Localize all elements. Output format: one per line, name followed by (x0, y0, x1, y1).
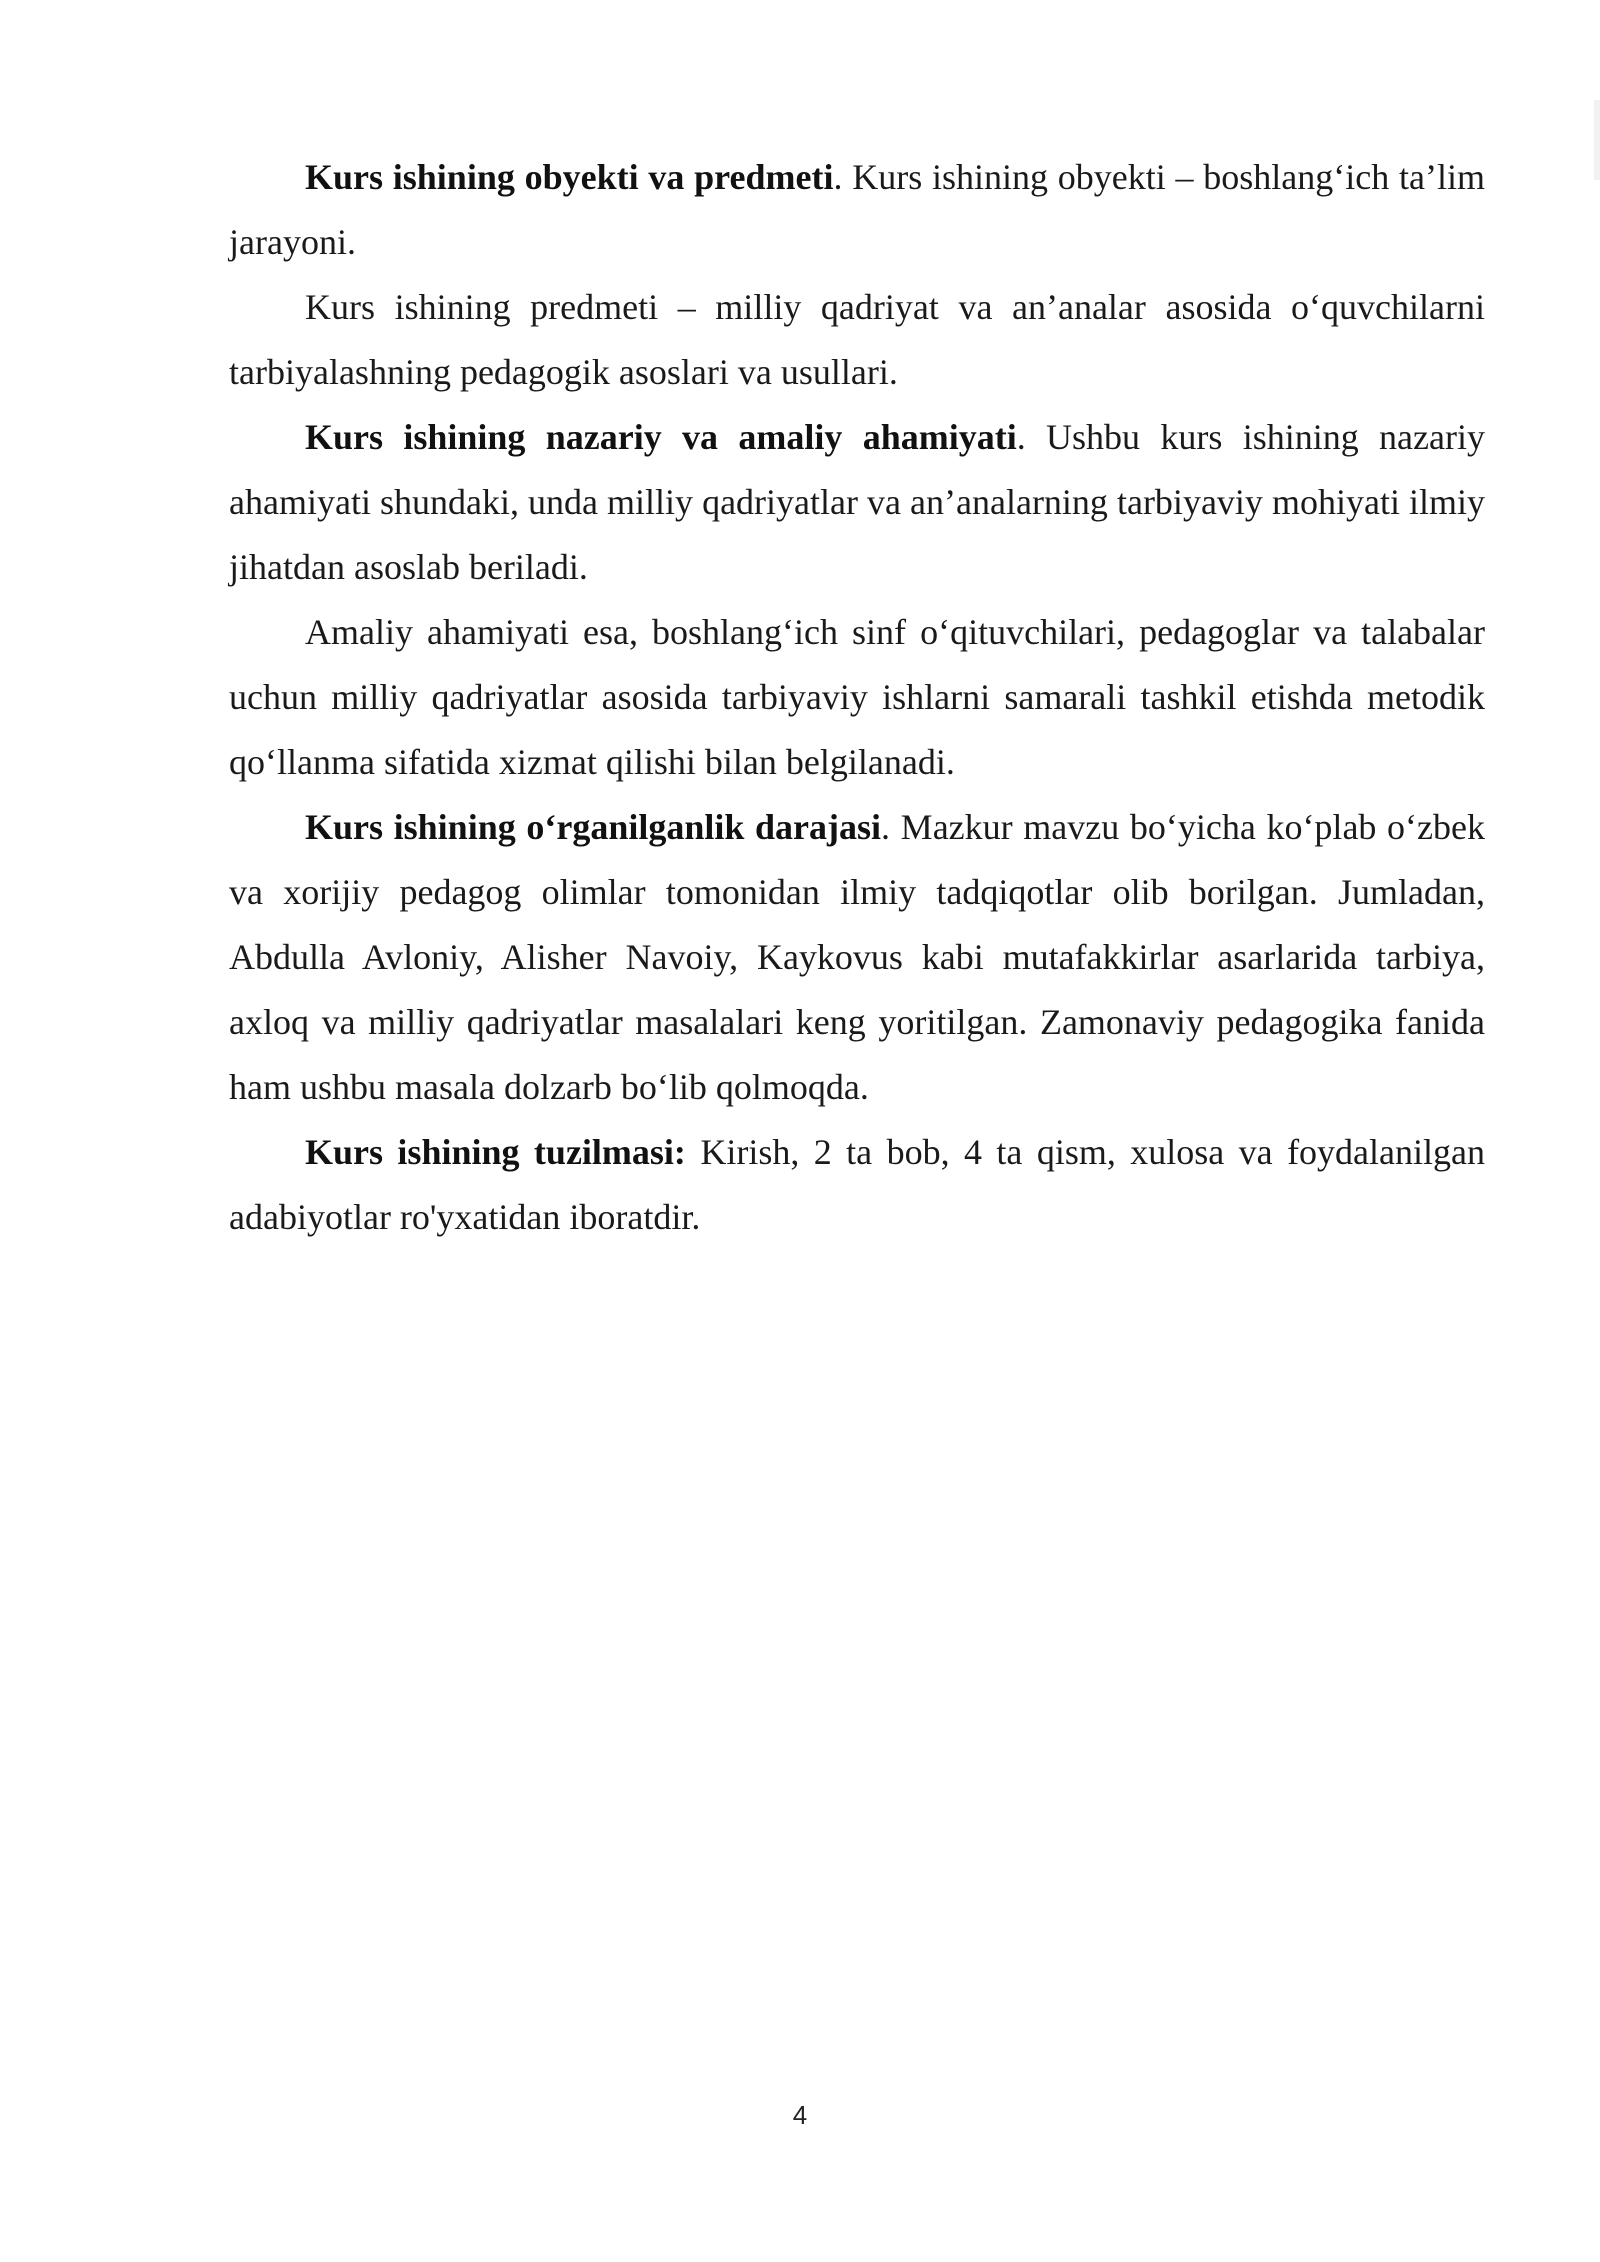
heading-structure: Kurs ishining tuzilmasi: (305, 1132, 686, 1172)
paragraph-text: Amaliy ahamiyati esa, boshlang‘ich sinf o‘qituvchilari, pedagoglar va talabalar uchun milliy qadriyatlar asosida tarbiyaviy ishlarni samarali tashkil etishda metodik qo‘llanma sifatida xizmat qilishi bilan belgilanadi. (229, 612, 1485, 782)
document-body (229, 145, 1485, 1250)
paragraph-object-subject (229, 145, 1485, 275)
paragraph-text: Kirish, 2 ta bob, 4 ta qism, xulosa va foydalanilgan adabiyotlar ro'yxatidan iboratdir. (229, 1132, 1486, 1237)
paragraph-significance (229, 405, 1485, 600)
paragraph-subject (229, 275, 1485, 405)
heading-significance: Kurs ishining nazariy va amaliy ahamiyati (305, 417, 1017, 457)
page-number: 4 (792, 2100, 808, 2130)
paragraph-study-level (229, 795, 1485, 1120)
page-edge-shadow (1594, 100, 1600, 180)
paragraph-structure (229, 1120, 1485, 1250)
paragraph-text: . Mazkur mavzu bo‘yicha ko‘plab o‘zbek va xorijiy pedagog olimlar tomonidan ilmiy tadqiqotlar olib borilgan. Jumladan, Abdulla Avloniy, Alisher Navoiy, Kaykovus kabi mutafakkirlar asarlarida tarbiya, axloq va milliy qadriyatlar masalalari keng yoritilgan. Zamonaviy pedagogika fanida ham ushbu masala dolzarb bo‘lib qolmoqda. (229, 807, 1485, 1107)
paragraph-practical-significance (229, 600, 1485, 795)
heading-object-subject: Kurs ishining obyekti va predmeti (305, 157, 834, 197)
heading-study-level: Kurs ishining o‘rganilganlik darajasi (305, 807, 882, 847)
paragraph-text: . Ushbu kurs ishining nazariy ahamiyati shundaki, unda milliy qadriyatlar va an’analarning tarbiyaviy mohiyati ilmiy jihatdan asoslab beriladi. (229, 417, 1485, 587)
paragraph-text: . Kurs ishining obyekti – boshlang‘ich ta’lim jarayoni. (229, 157, 1485, 262)
paragraph-text: Kurs ishining predmeti – milliy qadriyat va an’analar asosida o‘quvchilarni tarbiyalashning pedagogik asoslari va usullari. (229, 287, 1485, 392)
